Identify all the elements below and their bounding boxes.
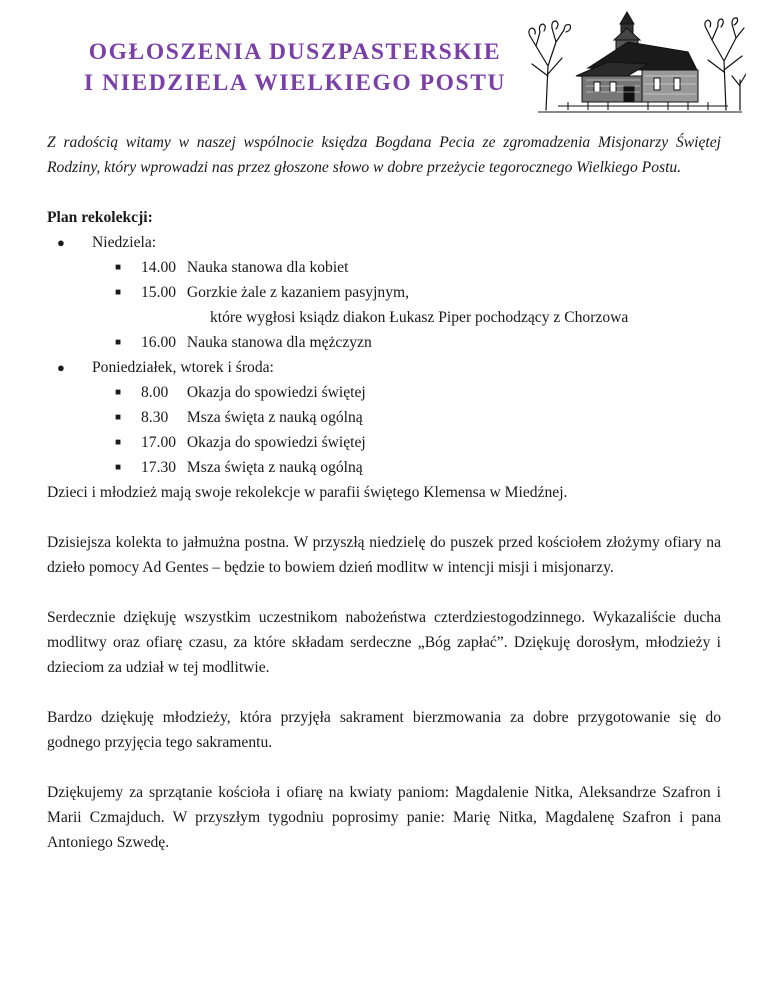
circle-bullet-icon: ● [57,235,65,250]
plan-item-time: 17.30 [141,459,177,476]
plan-note: Dzieci i młodzież mają swoje rekolekcje w parafii świętego Klemensa w Miedźnej. [47,484,568,501]
plan-item-time: 15.00 [141,284,177,301]
paragraph-thanks-adoration: Serdecznie dziękuję wszystkim uczestnikom nabożeństwa czterdziestogodzinnego. Wykazaliście ducha modlitwy oraz ofiarę czasu, za które składam serdeczne „Bóg zapłać”. Dziękuję dorosłym, młodzieży i dzieciom za udział w tej modlitwie. [47,609,721,676]
plan-item-time: 16.00 [141,334,177,351]
plan-item [47,330,721,355]
plan-item [47,405,721,430]
plan-item-text: Nauka stanowa dla kobiet [186,259,349,276]
plan-item-time: 8.30 [141,409,169,426]
paragraph-thanks-confirmation: Bardzo dziękuję młodzieży, która przyjęła sakrament bierzmowania za dobre przygotowanie się do godnego przyjęcia tego sakramentu. [47,709,721,751]
plan-item-text: Okazja do spowiedzi świętej [186,434,366,451]
plan-item-text: Gorzkie żale z kazaniem pasyjnym, [186,284,410,301]
plan-item [47,430,721,455]
plan-group-label: Poniedziałek, wtorek i środa: [92,359,274,376]
square-bullet-icon: ■ [115,287,122,298]
title-line-2: I NIEDZIELA WIELKIEGO POSTU [83,70,507,96]
square-bullet-icon: ■ [115,262,122,273]
plan-item [47,280,721,305]
plan-item-text: Nauka stanowa dla mężczyzn [186,334,372,351]
plan-item-continuation: które wygłosi ksiądz diakon Łukasz Piper pochodzący z Chorzowa [210,309,629,326]
announcements-content [47,130,721,855]
title-line-1: OGŁOSZENIA DUSZPASTERSKIE [88,39,502,65]
paragraph-collection: Dzisiejsza kolekta to jałmużna postna. W przyszłą niedzielę do puszek przed kościołem złożymy ofiary na dzieło pomocy Ad Gentes – będzie to bowiem dzień modlitw w intencji misji i misjonarzy. [47,534,721,576]
page-title [70,37,520,99]
square-bullet-icon: ■ [115,437,122,448]
paragraph-thanks-cleaning: Dziękujemy za sprzątanie kościoła i ofiarę na kwiaty paniom: Magdalenie Nitka, Aleksandrze Szafron i Marii Czmajduch. W przyszłym tygodniu poprosimy panie: Marię Nitka, Magdalenę Szafron i pana Antoniego Szwedę. [47,784,721,851]
square-bullet-icon: ■ [115,387,122,398]
plan-item-time: 14.00 [141,259,177,276]
plan-item-text: Okazja do spowiedzi świętej [186,384,366,401]
square-bullet-icon: ■ [115,462,122,473]
plan-item [47,255,721,280]
plan-item-time: 8.00 [141,384,169,401]
square-bullet-icon: ■ [115,412,122,423]
circle-bullet-icon: ● [57,360,65,375]
plan-item [47,380,721,405]
plan-item-text: Msza święta z nauką ogólną [186,459,363,476]
plan-item-text: Msza święta z nauką ogólną [186,409,363,426]
square-bullet-icon: ■ [115,337,122,348]
plan-group [47,355,721,380]
wooden-church-illustration-icon [528,6,746,114]
intro-paragraph: Z radością witamy w naszej wspólnocie księdza Bogdana Pecia ze zgromadzenia Misjonarzy Świętej Rodziny, który wprowadzi nas przez głoszone słowo w dobre przeżycie tegorocznego Wielkiego Postu. [47,134,721,176]
plan-group-label: Niedziela: [92,234,157,251]
plan-item-time: 17.00 [141,434,177,451]
plan-item [47,455,721,480]
plan-group [47,230,721,255]
plan-title: Plan rekolekcji: [47,209,153,226]
